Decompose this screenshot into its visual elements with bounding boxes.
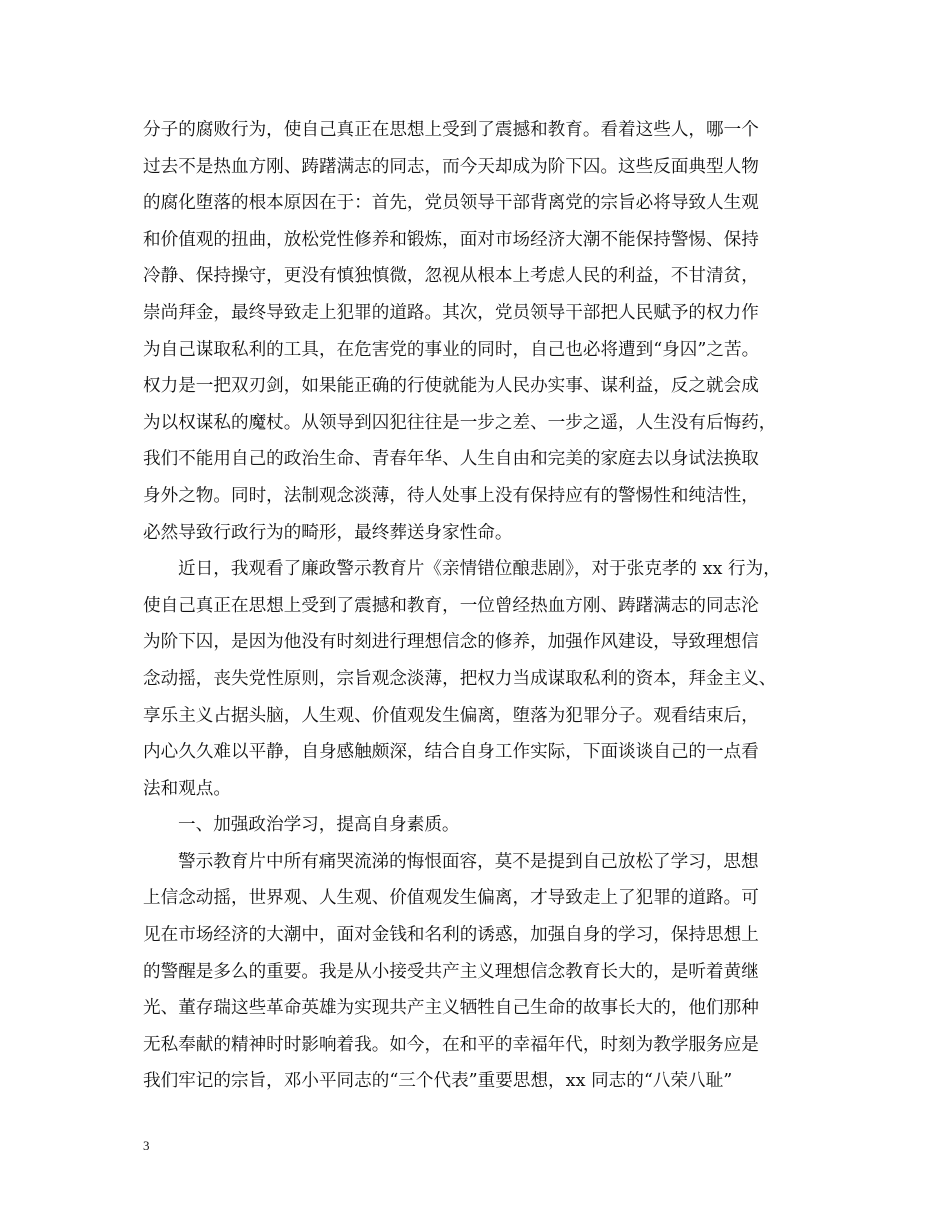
text-line: 的腐化堕落的根本原因在于：首先，党员领导干部背离党的宗旨必将导致人生观 — [143, 193, 759, 214]
text-line: 权力是一把双刃剑，如果能正确的行使就能为人民办实事、谋利益，反之就会成 — [143, 376, 759, 397]
text-line: 和价值观的扭曲，放松党性修养和锻炼，面对市场经济大潮不能保持警惕、保持 — [143, 229, 759, 250]
text-line: 分子的腐败行为，使自己真正在思想上受到了震撼和教育。看着这些人，哪一个 — [143, 120, 759, 140]
text-line: 无私奉献的精神时时影响着我。如今，在和平的幸福年代，时刻为教学服务应是 — [143, 1034, 759, 1055]
text-line: 使自己真正在思想上受到了震撼和教育，一位曾经热血方刚、踌躇满志的同志沦 — [143, 595, 759, 616]
page-number: 3 — [143, 1138, 150, 1153]
text-line: 内心久久难以平静，自身感触颇深，结合自身工作实际，下面谈谈自己的一点看 — [143, 742, 759, 763]
text-line: 见在市场经济的大潮中，面对金钱和名利的诱惑，加强自身的学习，保持思想上 — [143, 925, 759, 946]
text-line: 为阶下囚，是因为他没有时刻进行理想信念的修养，加强作风建设，导致理想信 — [143, 632, 759, 653]
text-line: 法和观点。 — [143, 778, 231, 799]
text-line: 光、董存瑞这些革命英雄为实现共产主义牺牲自己生命的故事长大的，他们那种 — [143, 998, 759, 1019]
text-line: 念动摇，丧失党性原则，宗旨观念淡薄，把权力当成谋取私利的资本，拜金主义、 — [143, 668, 777, 689]
text-line: 身外之物。同时，法制观念淡薄，待人处事上没有保持应有的警惕性和纯洁性， — [143, 485, 759, 506]
body-text — [143, 112, 833, 1100]
text-line: 近日，我观看了廉政警示教育片《亲情错位酿悲剧》，对于张克孝的 xx 行为， — [178, 559, 781, 580]
text-line: 我们牢记的宗旨，邓小平同志的“三个代表”重要思想，xx 同志的“八荣八耻” — [143, 1071, 733, 1092]
text-line: 过去不是热血方刚、踌躇满志的同志，而今天却成为阶下囚。这些反面典型人物 — [143, 156, 759, 177]
text-line: 冷静、保持操守，更没有慎独慎微，忽视从根本上考虑人民的利益，不甘清贫， — [143, 266, 759, 287]
text-line: 为自己谋取私利的工具，在危害党的事业的同时，自己也必将遭到“身囚”之苦。 — [143, 339, 760, 360]
text-line: 的警醒是多么的重要。我是从小接受共产主义理想信念教育长大的，是听着黄继 — [143, 961, 759, 982]
text-line: 享乐主义占据头脑，人生观、价值观发生偏离，堕落为犯罪分子。观看结束后， — [143, 705, 759, 726]
text-line: 上信念动摇，世界观、人生观、价值观发生偏离，才导致走上了犯罪的道路。可 — [143, 888, 759, 909]
text-line: 为以权谋私的魔杖。从领导到囚犯往往是一步之差、一步之遥，人生没有后悔药， — [143, 412, 777, 433]
text-line: 一、加强政治学习，提高自身素质。 — [178, 815, 460, 836]
text-line: 警示教育片中所有痛哭流涕的悔恨面容，莫不是提到自己放松了学习，思想 — [178, 851, 759, 872]
text-line: 必然导致行政行为的畸形，最终葬送身家性命。 — [143, 522, 513, 543]
text-line: 我们不能用自己的政治生命、青春年华、人生自由和完美的家庭去以身试法换取 — [143, 449, 759, 470]
text-line: 崇尚拜金，最终导致走上犯罪的道路。其次，党员领导干部把人民赋予的权力作 — [143, 302, 759, 323]
